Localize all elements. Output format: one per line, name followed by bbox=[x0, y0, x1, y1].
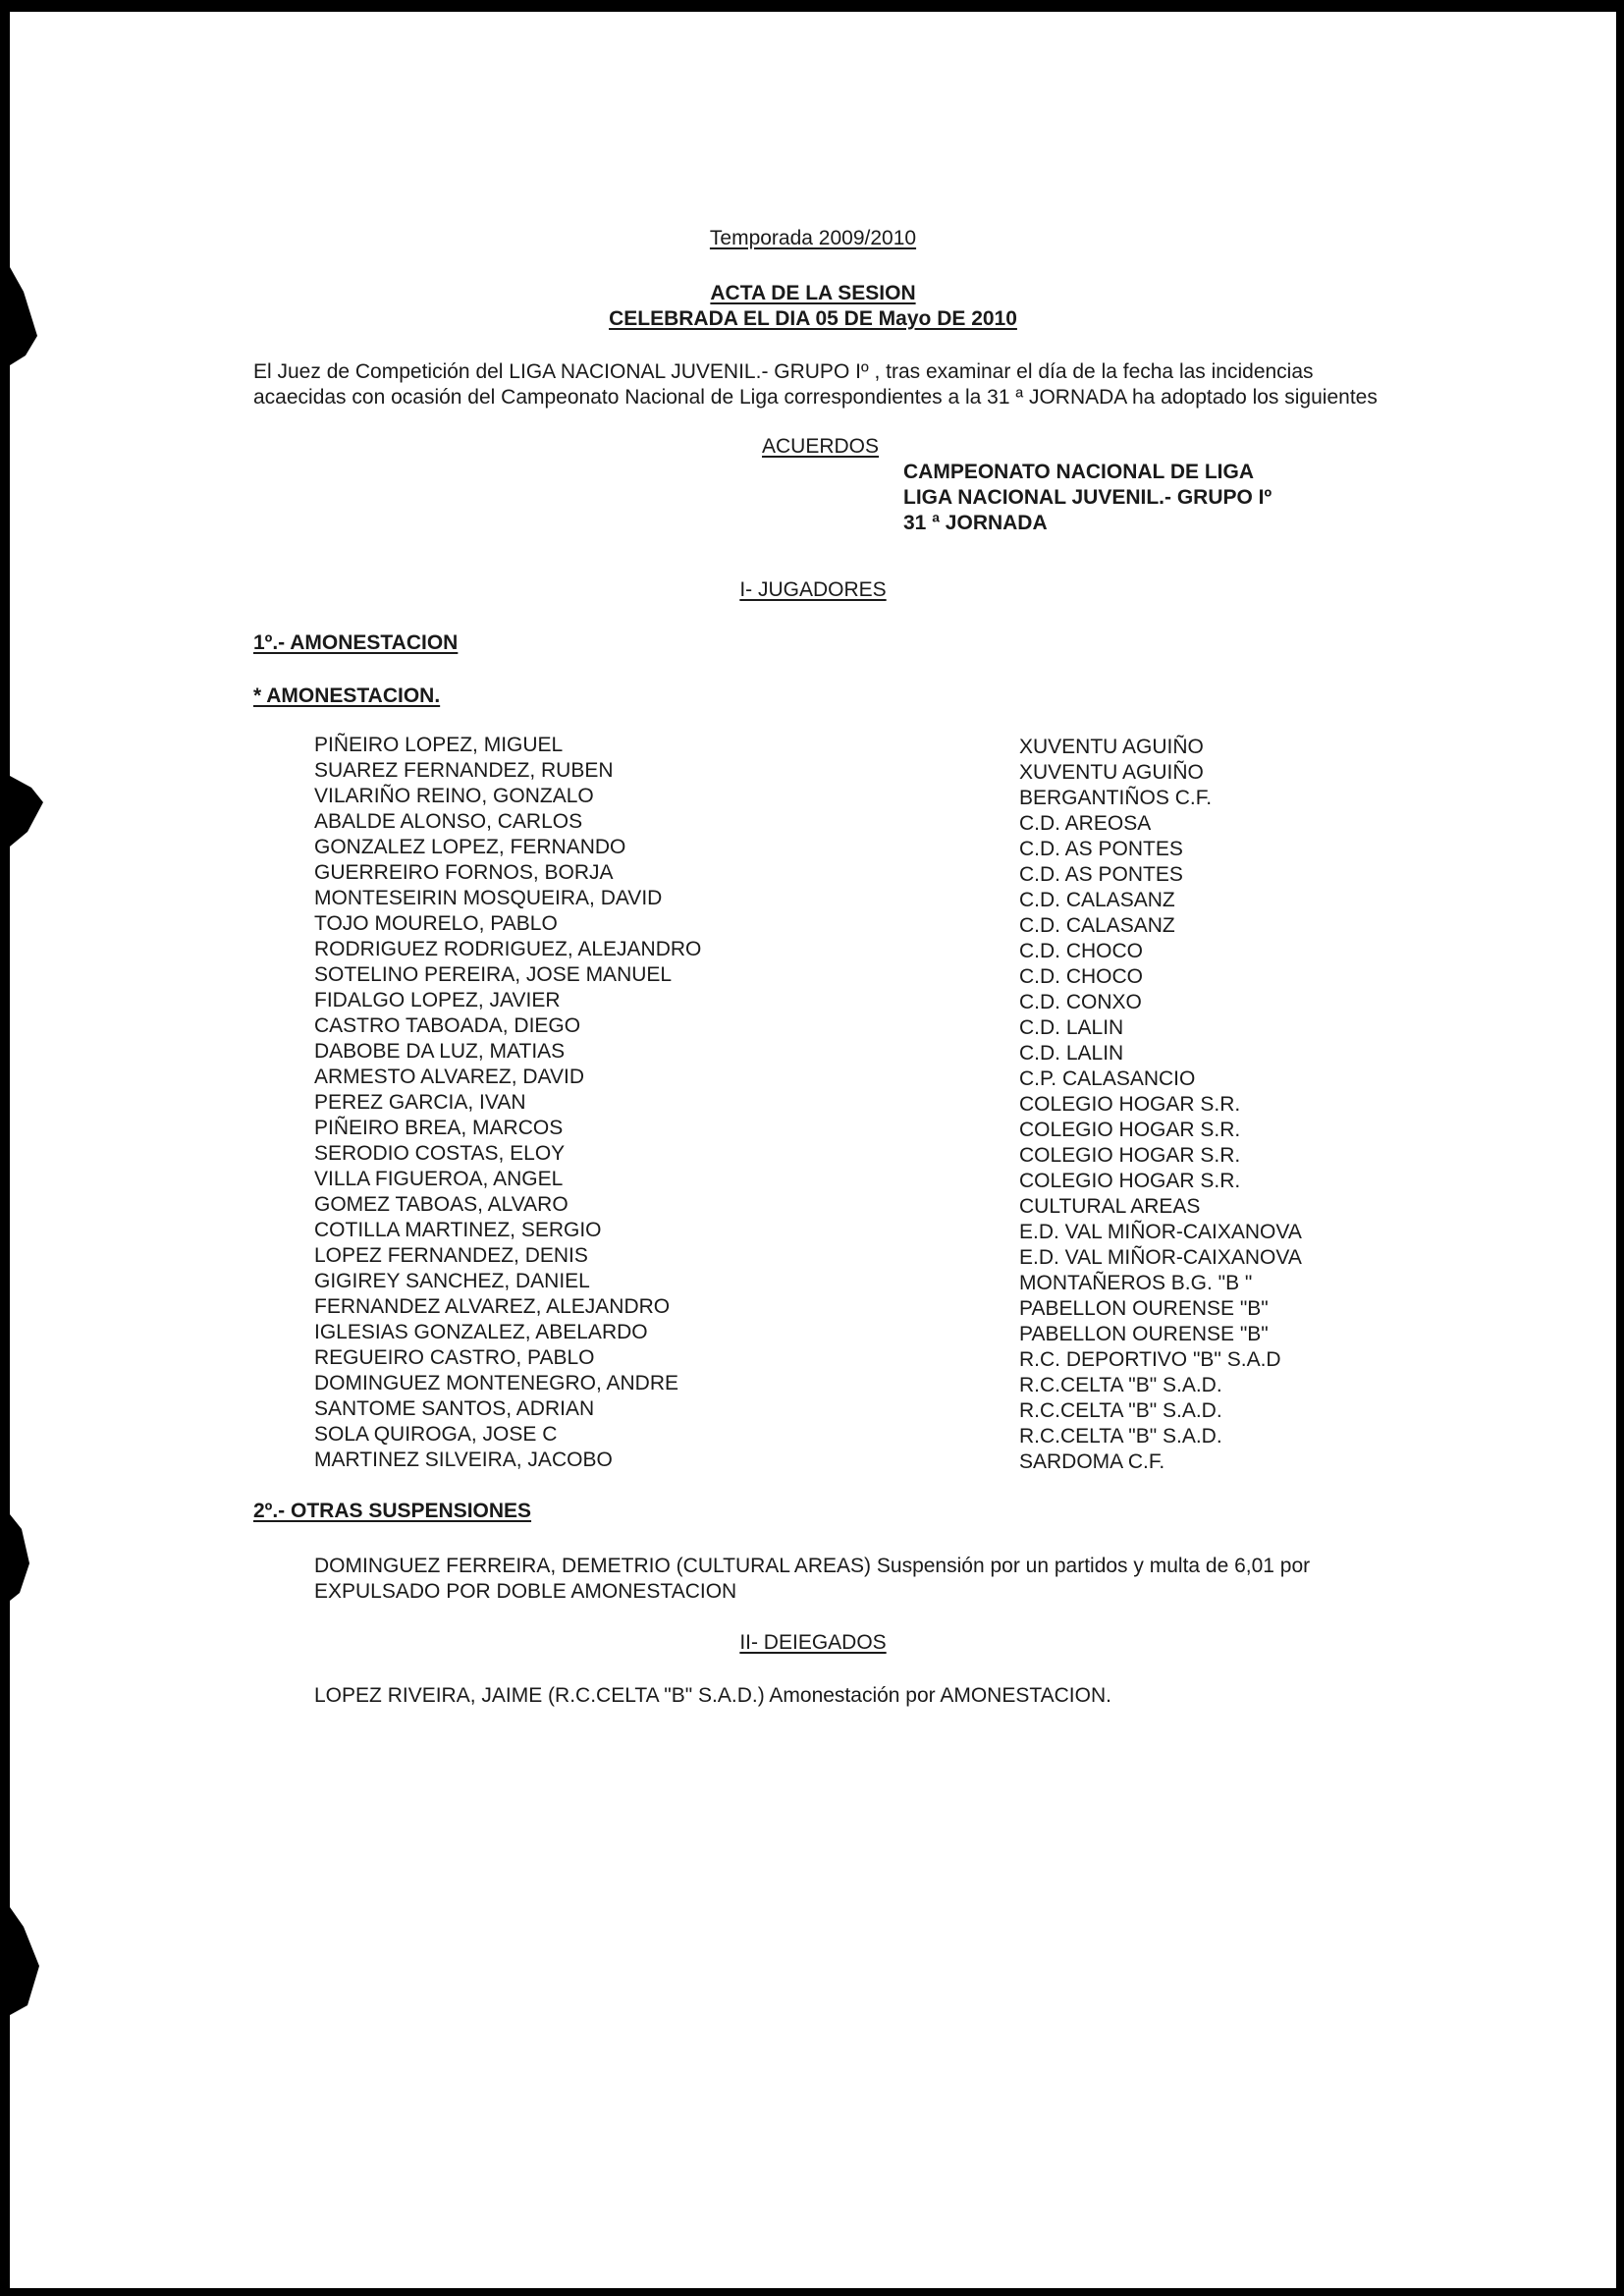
player-name: IGLESIAS GONZALEZ, ABELARDO bbox=[314, 1321, 648, 1343]
player-name: DABOBE DA LUZ, MATIAS bbox=[314, 1040, 566, 1063]
player-name: CASTRO TABOADA, DIEGO bbox=[314, 1014, 581, 1037]
season-title: Temporada 2009/2010 bbox=[709, 227, 917, 249]
player-name: MONTESEIRIN MOSQUEIRA, DAVID bbox=[314, 887, 663, 909]
player-club: COLEGIO HOGAR S.R. bbox=[1019, 1093, 1241, 1116]
delegado-sanction: LOPEZ RIVEIRA, JAIME (R.C.CELTA "B" S.A.D.) Amonestación por AMONESTACION. bbox=[314, 1684, 1111, 1707]
player-name: COTILLA MARTINEZ, SERGIO bbox=[314, 1219, 602, 1241]
player-club: C.P. CALASANCIO bbox=[1019, 1067, 1196, 1090]
player-name: ARMESTO ALVAREZ, DAVID bbox=[314, 1066, 585, 1088]
player-name: GUERREIRO FORNOS, BORJA bbox=[314, 861, 614, 884]
player-name: DOMINGUEZ MONTENEGRO, ANDRE bbox=[314, 1372, 679, 1394]
otras-suspensiones-heading: 2º.- OTRAS SUSPENSIONES bbox=[253, 1500, 532, 1522]
player-club: R.C.CELTA "B" S.A.D. bbox=[1019, 1399, 1222, 1422]
amonestacion-heading: 1º.- AMONESTACION bbox=[253, 631, 459, 654]
player-club: C.D. CALASANZ bbox=[1019, 914, 1175, 937]
suspension-line-1: DOMINGUEZ FERREIRA, DEMETRIO (CULTURAL AREAS) Suspensión por un partidos y multa de 6,01 por bbox=[314, 1555, 1311, 1577]
player-club: COLEGIO HOGAR S.R. bbox=[1019, 1144, 1241, 1167]
player-name: RODRIGUEZ RODRIGUEZ, ALEJANDRO bbox=[314, 938, 702, 960]
player-club: XUVENTU AGUIÑO bbox=[1019, 736, 1204, 758]
round-name: 31 ª JORNADA bbox=[903, 512, 1048, 534]
player-club: MONTAÑEROS B.G. "B " bbox=[1019, 1272, 1253, 1294]
player-name: FIDALGO LOPEZ, JAVIER bbox=[314, 989, 561, 1011]
player-club: R.C. DEPORTIVO "B" S.A.D bbox=[1019, 1348, 1281, 1371]
player-club: PABELLON OURENSE "B" bbox=[1019, 1297, 1269, 1320]
torn-edge-marks bbox=[10, 12, 49, 2288]
player-name: TOJO MOURELO, PABLO bbox=[314, 912, 558, 935]
player-club: C.D. CHOCO bbox=[1019, 940, 1143, 962]
player-club: C.D. AS PONTES bbox=[1019, 838, 1183, 860]
player-name: FERNANDEZ ALVAREZ, ALEJANDRO bbox=[314, 1295, 671, 1318]
player-club: C.D. CALASANZ bbox=[1019, 889, 1175, 911]
player-name: PEREZ GARCIA, IVAN bbox=[314, 1091, 526, 1114]
player-name: SUAREZ FERNANDEZ, RUBEN bbox=[314, 759, 614, 782]
player-club: COLEGIO HOGAR S.R. bbox=[1019, 1119, 1241, 1141]
player-name: SERODIO COSTAS, ELOY bbox=[314, 1142, 566, 1165]
player-club: C.D. LALIN bbox=[1019, 1016, 1124, 1039]
intro-line-2: acaecidas con ocasión del Campeonato Nacional de Liga correspondientes a la 31 ª JORNADA ha adoptado los siguientes bbox=[253, 386, 1378, 409]
competition-name: CAMPEONATO NACIONAL DE LIGA bbox=[903, 461, 1255, 483]
player-club: C.D. AS PONTES bbox=[1019, 863, 1183, 886]
player-name: VILARIÑO REINO, GONZALO bbox=[314, 785, 594, 807]
player-name: SOLA QUIROGA, JOSE C bbox=[314, 1423, 558, 1446]
player-club: C.D. LALIN bbox=[1019, 1042, 1124, 1065]
player-club: R.C.CELTA "B" S.A.D. bbox=[1019, 1425, 1222, 1448]
player-club: E.D. VAL MIÑOR-CAIXANOVA bbox=[1019, 1246, 1302, 1269]
section-jugadores-heading: I- JUGADORES bbox=[739, 578, 887, 601]
player-clubs-column bbox=[1019, 735, 1302, 1475]
player-club: C.D. CONXO bbox=[1019, 991, 1142, 1013]
acta-title: ACTA DE LA SESION bbox=[710, 282, 916, 304]
player-name: SOTELINO PEREIRA, JOSE MANUEL bbox=[314, 963, 673, 986]
player-name: SANTOME SANTOS, ADRIAN bbox=[314, 1397, 595, 1420]
player-club: C.D. CHOCO bbox=[1019, 965, 1143, 988]
player-club: BERGANTIÑOS C.F. bbox=[1019, 787, 1213, 809]
player-name: VILLA FIGUEROA, ANGEL bbox=[314, 1168, 564, 1190]
document-page bbox=[10, 12, 1616, 2288]
suspension-line-2: EXPULSADO POR DOBLE AMONESTACION bbox=[314, 1580, 737, 1603]
player-name: MARTINEZ SILVEIRA, JACOBO bbox=[314, 1449, 613, 1471]
player-name: GONZALEZ LOPEZ, FERNANDO bbox=[314, 836, 626, 858]
player-club: SARDOMA C.F. bbox=[1019, 1450, 1165, 1473]
player-club: CULTURAL AREAS bbox=[1019, 1195, 1201, 1218]
player-name: LOPEZ FERNANDEZ, DENIS bbox=[314, 1244, 588, 1267]
session-date: CELEBRADA EL DIA 05 DE Mayo DE 2010 bbox=[609, 307, 1017, 330]
player-name: REGUEIRO CASTRO, PABLO bbox=[314, 1346, 595, 1369]
player-club: R.C.CELTA "B" S.A.D. bbox=[1019, 1374, 1222, 1396]
player-name: GIGIREY SANCHEZ, DANIEL bbox=[314, 1270, 590, 1292]
player-name: PIÑEIRO BREA, MARCOS bbox=[314, 1117, 564, 1139]
player-name: ABALDE ALONSO, CARLOS bbox=[314, 810, 583, 833]
league-name: LIGA NACIONAL JUVENIL.- GRUPO Iº bbox=[903, 486, 1272, 509]
player-club: C.D. AREOSA bbox=[1019, 812, 1152, 835]
player-club: PABELLON OURENSE "B" bbox=[1019, 1323, 1269, 1345]
player-names-column bbox=[314, 733, 701, 1473]
player-club: XUVENTU AGUIÑO bbox=[1019, 761, 1204, 784]
acuerdos-heading: ACUERDOS bbox=[762, 435, 880, 458]
amonestacion-type: * AMONESTACION. bbox=[253, 684, 441, 707]
player-name: PIÑEIRO LOPEZ, MIGUEL bbox=[314, 734, 564, 756]
player-name: GOMEZ TABOAS, ALVARO bbox=[314, 1193, 568, 1216]
intro-line-1: El Juez de Competición del LIGA NACIONAL JUVENIL.- GRUPO Iº , tras examinar el día de la fecha las incidencias bbox=[253, 360, 1314, 383]
section-delegados-heading: II- DEIEGADOS bbox=[739, 1631, 887, 1654]
player-club: E.D. VAL MIÑOR-CAIXANOVA bbox=[1019, 1221, 1302, 1243]
player-club: COLEGIO HOGAR S.R. bbox=[1019, 1170, 1241, 1192]
